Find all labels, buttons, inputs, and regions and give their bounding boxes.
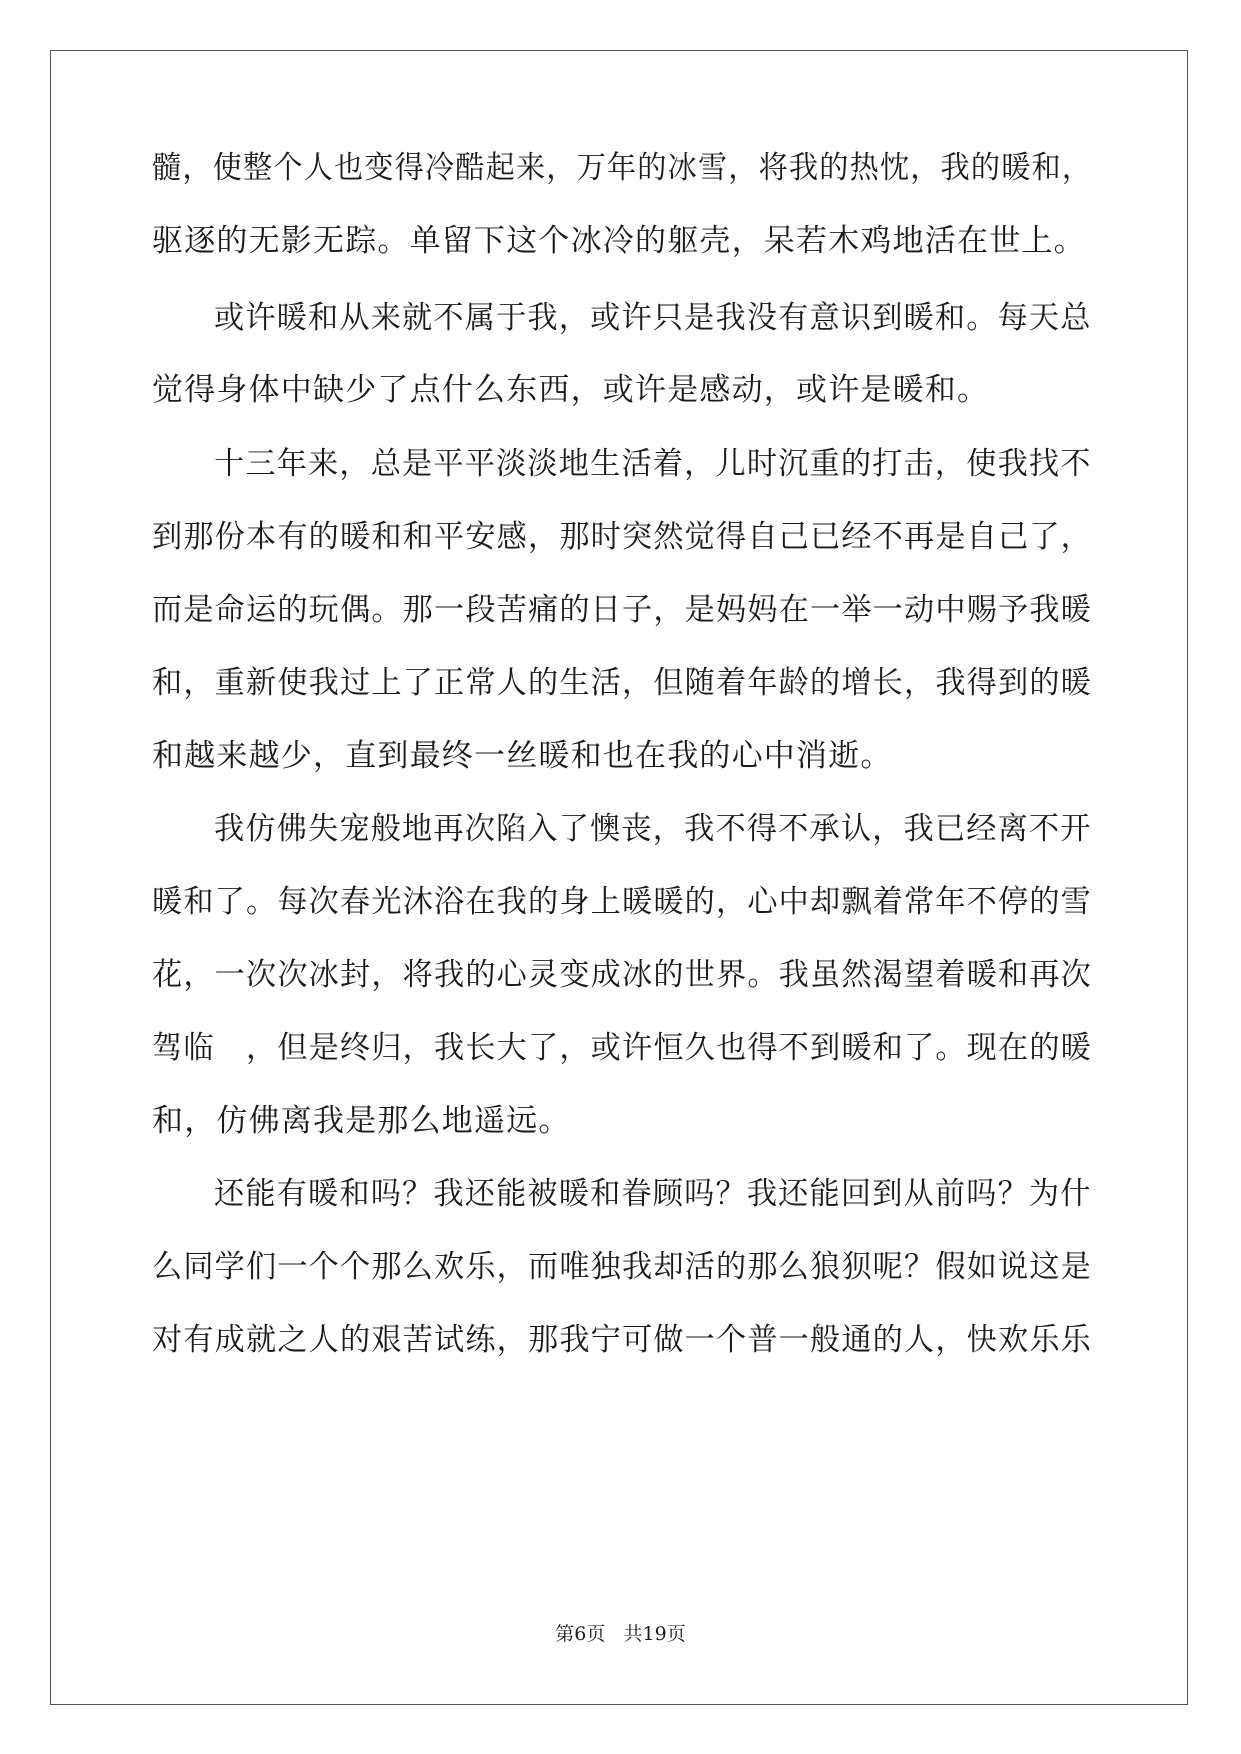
page-number: 第6页	[555, 1623, 606, 1645]
total-pages: 共19页	[623, 1623, 686, 1645]
text-line: 和，仿佛离我是那么地遥远。	[152, 1103, 571, 1139]
paragraph-start-line: 十三年来，总是平平淡淡地生活着，儿时沉重的打击，使我找不	[214, 446, 1092, 482]
paragraph-start-line: 还能有暖和吗？我还能被暖和眷顾吗？我还能回到从前吗？为什	[214, 1176, 1092, 1212]
text-line: 而是命运的玩偶。那一段苦痛的日子，是妈妈在一举一动中赐予我暖	[152, 592, 1093, 628]
text-line: 到那份本有的暖和和平安感，那时突然觉得自己已经不再是自己了，	[152, 519, 1093, 555]
text-line: 觉得身体中缺少了点什么东西，或许是感动，或许是暖和。	[152, 372, 990, 408]
text-line: 驾临 ，但是终归，我长大了，或许恒久也得不到暖和了。现在的暖	[152, 1030, 1093, 1066]
text-line: 暖和了。每次春光沐浴在我的身上暖暖的，心中却飘着常年不停的雪	[152, 884, 1093, 920]
text-line: 对有成就之人的艰苦试练，那我宁可做一个普一般通的人，快欢乐乐	[152, 1322, 1093, 1358]
text-line: 么同学们一个个那么欢乐，而唯独我却活的那么狼狈呢？假如说这是	[152, 1249, 1093, 1285]
paragraph-start-line: 或许暖和从来就不属于我，或许只是我没有意识到暖和。每天总	[214, 300, 1092, 336]
page-footer	[0, 1622, 1241, 1646]
text-line: 髓，使整个人也变得冷酷起来，万年的冰雪，将我的热忱，我的暖和，	[152, 150, 1093, 186]
text-line: 花，一次次冰封，将我的心灵变成冰的世界。我虽然渴望着暖和再次	[152, 957, 1093, 993]
text-line: 和越来越少，直到最终一丝暖和也在我的心中消逝。	[152, 738, 893, 774]
text-line: 驱逐的无影无踪。单留下这个冰冷的躯壳，呆若木鸡地活在世上。	[152, 223, 1086, 259]
paragraph-start-line: 我仿佛失宠般地再次陷入了懊丧，我不得不承认，我已经离不开	[214, 811, 1092, 847]
text-line: 和，重新使我过上了正常人的生活，但随着年龄的增长，我得到的暖	[152, 665, 1093, 701]
